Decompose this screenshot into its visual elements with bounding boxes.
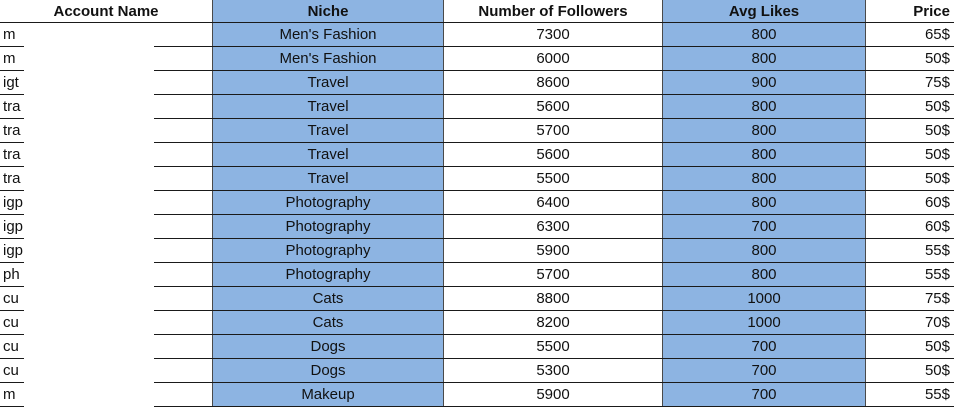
account-name-text: igp: [3, 218, 24, 235]
table-row: [0, 287, 954, 311]
table-row: [0, 143, 954, 167]
niche-cell[interactable]: Dogs: [212, 335, 444, 358]
followers-cell[interactable]: 6300: [536, 218, 570, 235]
hidden-account-area: [24, 191, 154, 215]
avg-likes-cell[interactable]: 1000: [662, 311, 866, 334]
avg-likes-cell[interactable]: 800: [662, 119, 866, 142]
followers-cell[interactable]: 8200: [536, 314, 570, 331]
avg-likes-cell[interactable]: 700: [662, 359, 866, 382]
niche-cell[interactable]: Travel: [212, 143, 444, 166]
followers-cell[interactable]: 5700: [536, 266, 570, 283]
niche-cell[interactable]: Photography: [212, 191, 444, 214]
account-name-text: tra: [3, 146, 21, 163]
account-name-text: igp: [3, 242, 24, 259]
price-cell[interactable]: 50$: [924, 50, 950, 67]
followers-cell[interactable]: 5900: [536, 386, 570, 403]
header-price[interactable]: Price: [866, 0, 954, 22]
price-cell[interactable]: 65$: [924, 26, 950, 43]
hidden-account-area: [24, 119, 154, 143]
account-name-text: cu: [3, 290, 19, 307]
table-row: [0, 311, 954, 335]
header-followers[interactable]: Number of Followers: [444, 0, 662, 22]
avg-likes-cell[interactable]: 800: [662, 47, 866, 70]
hidden-account-area: [24, 263, 154, 287]
niche-cell[interactable]: Photography: [212, 263, 444, 286]
hidden-account-area: [24, 95, 154, 119]
hidden-account-area: [24, 71, 154, 95]
hidden-account-area: [24, 383, 154, 407]
niche-cell[interactable]: Cats: [212, 311, 444, 334]
hidden-account-area: [24, 23, 154, 47]
header-account-name-label: Account Name: [53, 3, 159, 20]
hidden-account-area: [24, 215, 154, 239]
followers-cell[interactable]: 8600: [536, 74, 570, 91]
niche-cell[interactable]: Travel: [212, 167, 444, 190]
table-row: [0, 119, 954, 143]
table-row: [0, 71, 954, 95]
account-name-text: m: [3, 386, 16, 403]
account-name-text: cu: [3, 362, 19, 379]
avg-likes-cell[interactable]: 800: [662, 191, 866, 214]
price-cell[interactable]: 75$: [924, 74, 950, 91]
table-row: [0, 335, 954, 359]
niche-cell[interactable]: Travel: [212, 71, 444, 94]
table-row: [0, 263, 954, 287]
account-name-text: igt: [3, 74, 19, 91]
header-niche[interactable]: Niche: [212, 0, 444, 22]
price-cell[interactable]: 55$: [924, 266, 950, 283]
price-cell[interactable]: 50$: [924, 122, 950, 139]
niche-cell[interactable]: Cats: [212, 287, 444, 310]
price-cell[interactable]: 55$: [924, 242, 950, 259]
niche-cell[interactable]: Photography: [212, 215, 444, 238]
followers-cell[interactable]: 5900: [536, 242, 570, 259]
avg-likes-cell[interactable]: 800: [662, 143, 866, 166]
hidden-account-area: [24, 143, 154, 167]
header-account-name[interactable]: [0, 0, 212, 22]
account-name-text: tra: [3, 122, 21, 139]
avg-likes-cell[interactable]: 900: [662, 71, 866, 94]
followers-cell[interactable]: 7300: [536, 26, 570, 43]
followers-cell[interactable]: 5300: [536, 362, 570, 379]
price-cell[interactable]: 50$: [924, 338, 950, 355]
price-cell[interactable]: 70$: [924, 314, 950, 331]
header-avg-likes[interactable]: Avg Likes: [662, 0, 866, 22]
niche-cell[interactable]: Dogs: [212, 359, 444, 382]
followers-cell[interactable]: 6000: [536, 50, 570, 67]
account-name-text: m: [3, 26, 16, 43]
avg-likes-cell[interactable]: 800: [662, 23, 866, 46]
price-cell[interactable]: 55$: [924, 386, 950, 403]
avg-likes-cell[interactable]: 800: [662, 263, 866, 286]
hidden-account-area: [24, 335, 154, 359]
price-cell[interactable]: 50$: [924, 362, 950, 379]
niche-cell[interactable]: Photography: [212, 239, 444, 262]
account-name-text: cu: [3, 314, 19, 331]
table-row: [0, 383, 954, 407]
niche-cell[interactable]: Makeup: [212, 383, 444, 406]
table-row: [0, 359, 954, 383]
avg-likes-cell[interactable]: 700: [662, 335, 866, 358]
niche-cell[interactable]: Travel: [212, 119, 444, 142]
table-row: [0, 191, 954, 215]
account-name-text: tra: [3, 98, 21, 115]
table-row: [0, 239, 954, 263]
avg-likes-cell[interactable]: 800: [662, 239, 866, 262]
followers-cell[interactable]: 5500: [536, 170, 570, 187]
table-row: [0, 23, 954, 47]
followers-cell[interactable]: 5600: [536, 146, 570, 163]
table-row: [0, 215, 954, 239]
niche-cell[interactable]: Men's Fashion: [212, 23, 444, 46]
price-cell[interactable]: 50$: [924, 146, 950, 163]
price-cell[interactable]: 75$: [924, 290, 950, 307]
followers-cell[interactable]: 5600: [536, 98, 570, 115]
hidden-account-area: [24, 167, 154, 191]
followers-cell[interactable]: 5700: [536, 122, 570, 139]
header-row: [0, 0, 954, 23]
avg-likes-cell[interactable]: 800: [662, 167, 866, 190]
avg-likes-cell[interactable]: 700: [662, 215, 866, 238]
account-name-text: tra: [3, 170, 21, 187]
price-cell[interactable]: 60$: [924, 218, 950, 235]
price-cell[interactable]: 60$: [924, 194, 950, 211]
account-name-text: m: [3, 50, 16, 67]
hidden-account-area: [24, 311, 154, 335]
niche-cell[interactable]: Travel: [212, 95, 444, 118]
price-cell[interactable]: 50$: [924, 98, 950, 115]
followers-cell[interactable]: 6400: [536, 194, 570, 211]
avg-likes-cell[interactable]: 1000: [662, 287, 866, 310]
table-row: [0, 95, 954, 119]
hidden-account-area: [24, 239, 154, 263]
hidden-account-area: [24, 47, 154, 71]
price-cell[interactable]: 50$: [924, 170, 950, 187]
niche-cell[interactable]: Men's Fashion: [212, 47, 444, 70]
table-row: [0, 167, 954, 191]
account-name-text: ph: [3, 266, 20, 283]
account-name-text: igp: [3, 194, 24, 211]
avg-likes-cell[interactable]: 800: [662, 95, 866, 118]
table-row: [0, 47, 954, 71]
account-name-text: cu: [3, 338, 19, 355]
avg-likes-cell[interactable]: 700: [662, 383, 866, 406]
followers-cell[interactable]: 5500: [536, 338, 570, 355]
hidden-account-area: [24, 287, 154, 311]
followers-cell[interactable]: 8800: [536, 290, 570, 307]
hidden-account-area: [24, 359, 154, 383]
